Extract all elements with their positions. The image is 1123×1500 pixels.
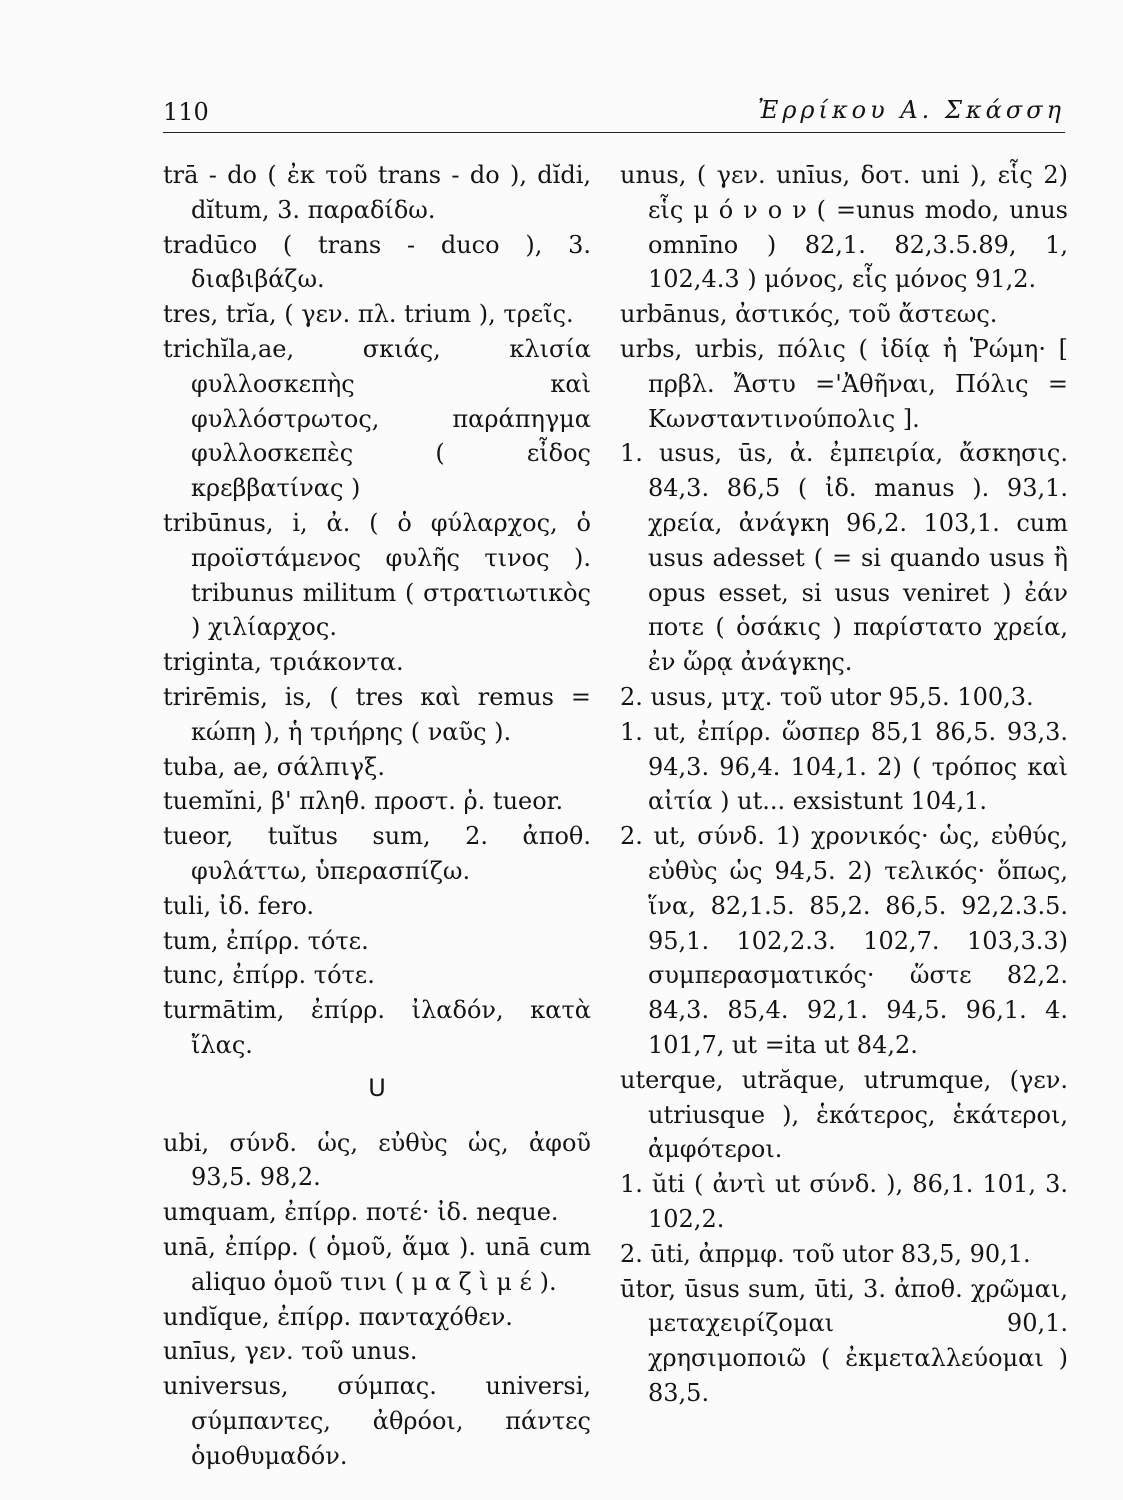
dictionary-entry: tum, ἐπίρρ. τότε.: [163, 926, 369, 955]
dictionary-entry: uterque, utrăque, utrumque, (γεν. utriusque ), ἑκάτερος, ἑκάτεροι, ἀμφότεροι.: [620, 1065, 1068, 1164]
dictionary-entry: 2. usus, μτχ. τοῦ utor 95,5. 100,3.: [620, 682, 1034, 711]
page-number: 110: [163, 98, 209, 126]
entry-list-left-bottom: [163, 1126, 591, 1474]
dictionary-entry: tres, trĭa, ( γεν. πλ. trium ), τρεῖς.: [163, 300, 574, 329]
page-header: [163, 92, 1065, 133]
dictionary-entry: tueor, tuĭtus sum, 2. ἀποθ. φυλάττω, ὑπερασπίζω.: [163, 822, 591, 885]
dictionary-entry: unīus, γεν. τοῦ unus.: [163, 1337, 418, 1366]
dictionary-entry: tribūnus, i, ἀ. ( ὁ φύλαρχος, ὁ προϊστάμενος φυλῆς τινος ). tribunus militum ( στρατιωτικὸς ) χιλίαρχος.: [163, 508, 591, 642]
dictionary-entry: tuli, ἰδ. fero.: [163, 891, 315, 920]
running-title: Ἐρρίκου Α. Σκάσση: [757, 96, 1065, 124]
dictionary-entry: tuba, ae, σάλπιγξ.: [163, 752, 385, 781]
dictionary-entry: tunc, ἐπίρρ. τότε.: [163, 961, 375, 990]
dictionary-entry: undĭque, ἐπίρρ. πανταχόθεν.: [163, 1302, 513, 1331]
dictionary-entry: ubi, σύνδ. ὡς, εὐθὺς ὡς, ἀφοῦ 93,5. 98,2.: [163, 1128, 591, 1192]
dictionary-entry: trichĭla,ae, σκιάς, κλισία φυλλοσκεπὴς καὶ φυλλόστρωτος, παράπηγμα φυλλοσκεπὲς ( εἶδος κρεββατίνας ): [163, 334, 591, 503]
dictionary-entry: urbs, urbis, πόλις ( ἰδίᾳ ἡ Ῥώμη· [ πρβλ. Ἄστυ ='Ἀθῆναι, Πόλις = Κωνσταντινούπολις ].: [620, 334, 1068, 433]
entry-list-left-top: [163, 158, 591, 1063]
dictionary-entry: urbānus, ἀστικός, τοῦ ἄστεως.: [620, 300, 998, 329]
dictionary-entry: 1. usus, ūs, ἀ. ἐμπειρία, ἄσκησις. 84,3. 86,5 ( ἰδ. manus ). 93,1. χρεία, ἀνάγκη 96,2. 103,1. cum usus adesset ( = si quando usus ἢ opus esset, si usus veniret ) ἐάν ποτε ( ὁσάκις ) παρίστατο χρεία, ἐν ὥρᾳ ἀνάγκης.: [620, 439, 1068, 677]
dictionary-entry: umquam, ἐπίρρ. ποτέ· ἰδ. neque.: [163, 1198, 559, 1227]
dictionary-entry: 1. ut, ἐπίρρ. ὥσπερ 85,1 86,5. 93,3. 94,3. 96,4. 104,1. 2) ( τρόπος καὶ αἰτία ) ut... exsistunt 104,1.: [620, 717, 1068, 816]
dictionary-entry: tuemĭni, β' πληθ. προστ. ῥ. tueor.: [163, 787, 564, 816]
dictionary-entry: triginta, τριάκοντα.: [163, 648, 404, 677]
dictionary-entry: trā - do ( ἐκ τοῦ trans - do ), dĭdi, dĭtum, 3. παραδίδω.: [163, 161, 591, 224]
dictionary-entry: tradūco ( trans - duco ), 3. διαβιβάζω.: [163, 230, 591, 294]
dictionary-entry: 2. ūti, ἀπρμφ. τοῦ utor 83,5, 90,1.: [620, 1239, 1031, 1268]
dictionary-entry: 2. ut, σύνδ. 1) χρονικός· ὡς, εὐθύς, εὐθὺς ὡς 94,5. 2) τελικός· ὅπως, ἵνα, 82,1.5. 85,2. 86,5. 92,2.3.5. 95,1. 102,2.3. 102,7. 103,3.3) συμπερασματικός· ὥστε 82,2. 84,3. 85,4. 92,1. 94,5. 96,1. 4. 101,7, ut =ita ut 84,2.: [620, 822, 1068, 1059]
dictionary-entry: unā, ἐπίρρ. ( ὁμοῦ, ἅμα ). unā cum aliquo ὁμοῦ τινι ( μ α ζ ὶ μ έ ).: [163, 1232, 591, 1296]
section-letter-heading: U: [368, 1073, 386, 1102]
left-column: [163, 158, 591, 1473]
dictionary-entry: trirēmis, is, ( tres καὶ remus = κώπη ), ἡ τριήρης ( ναῦς ).: [163, 682, 591, 746]
dictionary-entry: unus, ( γεν. unīus, δοτ. uni ), εἷς 2) εἷς μ ό ν ο ν ( =unus modo, unus omnīno ) 82,1. 82,3.5.89, 1, 102,4.3 ) μόνος, εἷς μόνος 91,2.: [620, 161, 1068, 294]
dictionary-entry: ūtor, ūsus sum, ūti, 3. ἀποθ. χρῶμαι, μεταχειρίζομαι 90,1. χρησιμοποιῶ ( ἐκμεταλλεύομαι ) 83,5.: [620, 1274, 1068, 1407]
dictionary-entry: 1. ŭti ( ἀντὶ ut σύνδ. ), 86,1. 101, 3. 102,2.: [620, 1170, 1068, 1233]
dictionary-entry: turmātim, ἐπίρρ. ἰλαδόν, κατὰ ἴλας.: [163, 996, 591, 1059]
dictionary-entry: universus, σύμπας. universi, σύμπαντες, ἀθρόοι, πάντες ὁμοθυμαδόν.: [163, 1372, 591, 1470]
right-column: [620, 158, 1068, 1411]
